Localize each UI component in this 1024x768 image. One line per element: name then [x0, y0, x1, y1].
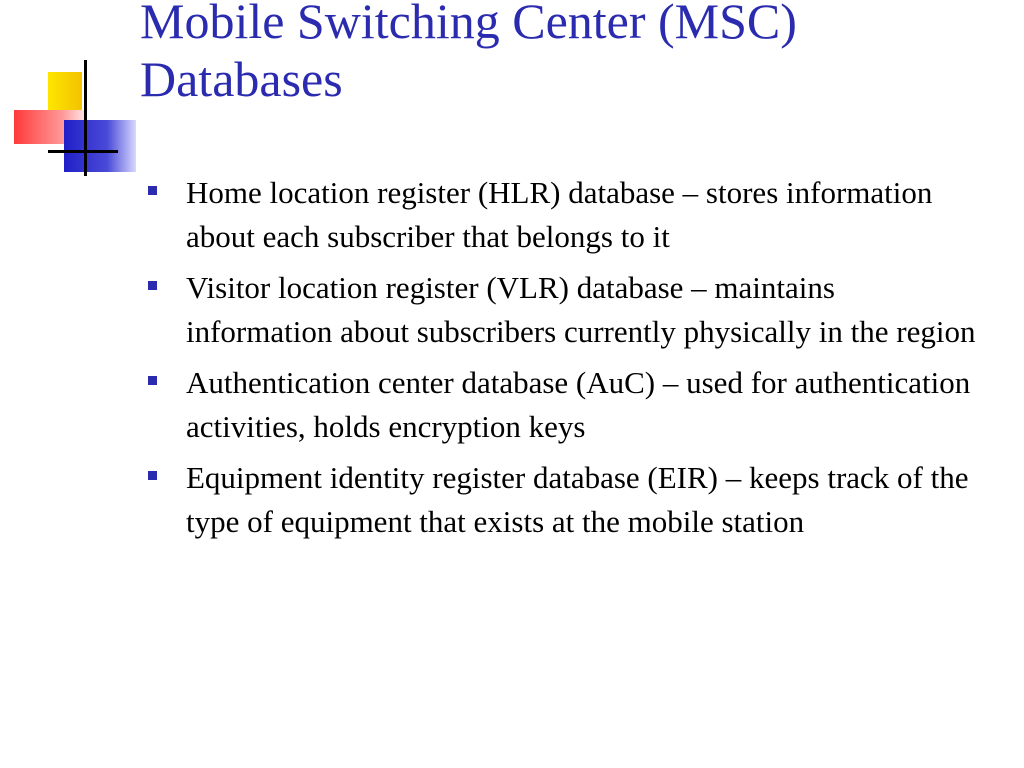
- logo-blue-bar: [64, 120, 136, 172]
- logo-horizontal-line: [48, 150, 118, 153]
- bullet-text: Authentication center database (AuC) – used for authentication activities, holds encryption keys: [186, 365, 971, 444]
- bullet-text: Home location register (HLR) database – stores information about each subscriber that belongs to it: [186, 175, 933, 254]
- bullet-item-vlr: [148, 266, 988, 354]
- bullet-text: Equipment identity register database (EIR) – keeps track of the type of equipment that exists at the mobile station: [186, 460, 969, 539]
- bullet-square-icon: [148, 376, 157, 385]
- bullet-item-hlr: [148, 171, 988, 259]
- bullet-list: [148, 171, 988, 551]
- bullet-square-icon: [148, 471, 157, 480]
- bullet-item-eir: [148, 456, 988, 544]
- slide-title: [140, 0, 1010, 108]
- bullet-text: Visitor location register (VLR) database – maintains information about subscribers currently physically in the region: [186, 270, 976, 349]
- slide-title-line-2: Databases: [140, 51, 343, 107]
- bullet-item-auc: [148, 361, 988, 449]
- decorative-logo-icon: [0, 0, 140, 190]
- logo-vertical-line: [84, 60, 87, 176]
- bullet-square-icon: [148, 186, 157, 195]
- slide-title-line-1: Mobile Switching Center (MSC): [140, 0, 797, 49]
- bullet-square-icon: [148, 281, 157, 290]
